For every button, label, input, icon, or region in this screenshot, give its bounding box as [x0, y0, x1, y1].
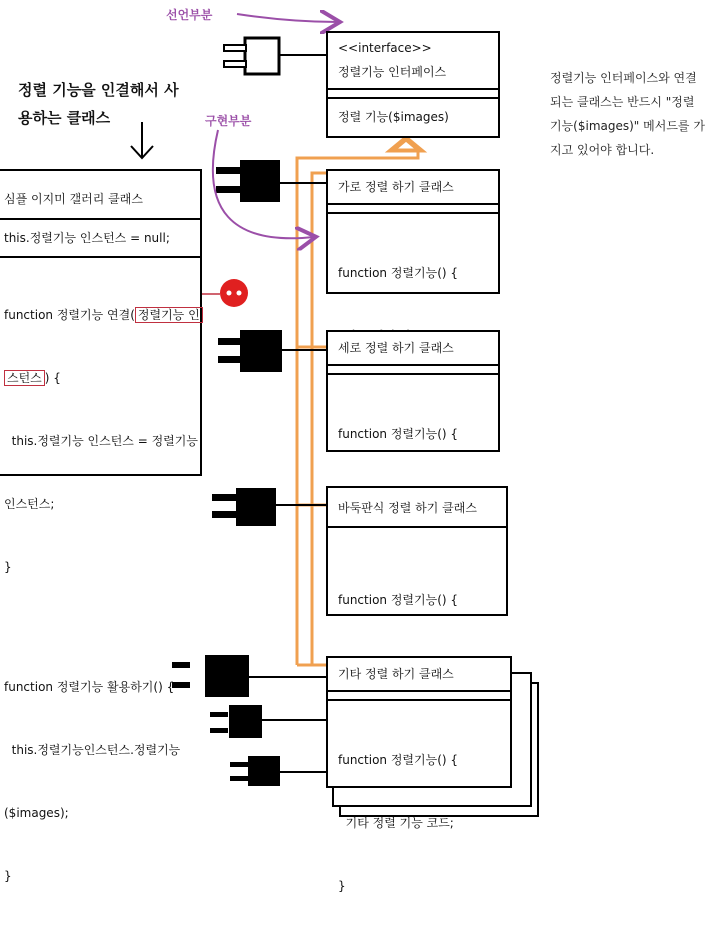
- interface-box: [326, 31, 500, 138]
- gallery-field: this.정렬기능 인스턴스 = null;: [4, 231, 170, 245]
- main-title: [18, 76, 179, 132]
- func-line: function 정렬기능() {: [338, 266, 459, 280]
- gallery-class-box: [0, 169, 202, 883]
- grid-sort-class: [326, 486, 508, 616]
- note-line3: 기능($images)" 메서드를 가: [550, 119, 705, 133]
- param-highlight-1: 정렬기능 인: [135, 307, 203, 323]
- declaration-label: 선언부분: [166, 8, 213, 22]
- method2-line1: function 정렬기능 활용하기() {: [4, 680, 175, 694]
- method1-line3: this.정렬기능 인스턴스 = 정렬기능: [4, 434, 198, 448]
- interface-stereotype: <<interface>>: [338, 41, 432, 55]
- interface-socket-plug: [224, 38, 279, 74]
- method1-line5: }: [4, 560, 12, 574]
- class-name: 세로 정렬 하기 클래스: [338, 341, 454, 355]
- plug-icon-vertical: [218, 330, 282, 372]
- main-title-line2: 용하는 클래스: [18, 109, 111, 127]
- main-title-line1: 정렬 기능을 인결해서 사: [18, 81, 179, 99]
- plug-icon-horizontal: [216, 160, 280, 202]
- class-name: 기타 정렬 하기 클래스: [338, 667, 454, 681]
- method1-line2b: ) {: [44, 371, 61, 385]
- declaration-arrow: [237, 14, 338, 22]
- gallery-methods: [4, 263, 203, 929]
- horizontal-sort-class: [326, 169, 500, 294]
- func-line: function 정렬기능() {: [338, 753, 459, 767]
- method2-line2: this.정렬기능인스턴스.정렬기능: [4, 743, 181, 757]
- etc-sort-class: [326, 656, 512, 893]
- param-highlight-2: 스턴스: [4, 370, 45, 386]
- plug-icon-grid: [212, 488, 276, 526]
- gallery-class-name: 심플 이지미 갤러리 클래스: [4, 192, 143, 206]
- method1-line4: 인스턴스;: [4, 497, 55, 511]
- func-line: function 정렬기능() {: [338, 593, 459, 607]
- note-line4: 지고 있어야 합니다.: [550, 143, 655, 157]
- vertical-sort-class: [326, 330, 500, 452]
- note-line2: 되는 클래스는 반드시 "정렬: [550, 95, 695, 109]
- class-name: 가로 정렬 하기 클래스: [338, 180, 454, 194]
- body-line: 기타 정렬 기능 코드;: [338, 816, 454, 830]
- interface-note: [550, 66, 705, 162]
- note-line1: 정렬기능 인터페이스와 연결: [550, 71, 697, 85]
- method2-line4: }: [4, 869, 12, 883]
- close-line: }: [338, 879, 346, 893]
- class-code: [338, 708, 458, 939]
- interface-name: 정렬기능 인터페이스: [338, 65, 447, 79]
- implementation-label: 구현부분: [205, 114, 252, 128]
- method2-line3: ($images);: [4, 806, 69, 820]
- func-line: function 정렬기능() {: [338, 427, 459, 441]
- class-name: 바둑판식 정렬 하기 클래스: [338, 501, 477, 515]
- method1-line1a: function 정렬기능 연결(: [4, 308, 135, 322]
- interface-method: 정렬 기능($images): [338, 110, 449, 124]
